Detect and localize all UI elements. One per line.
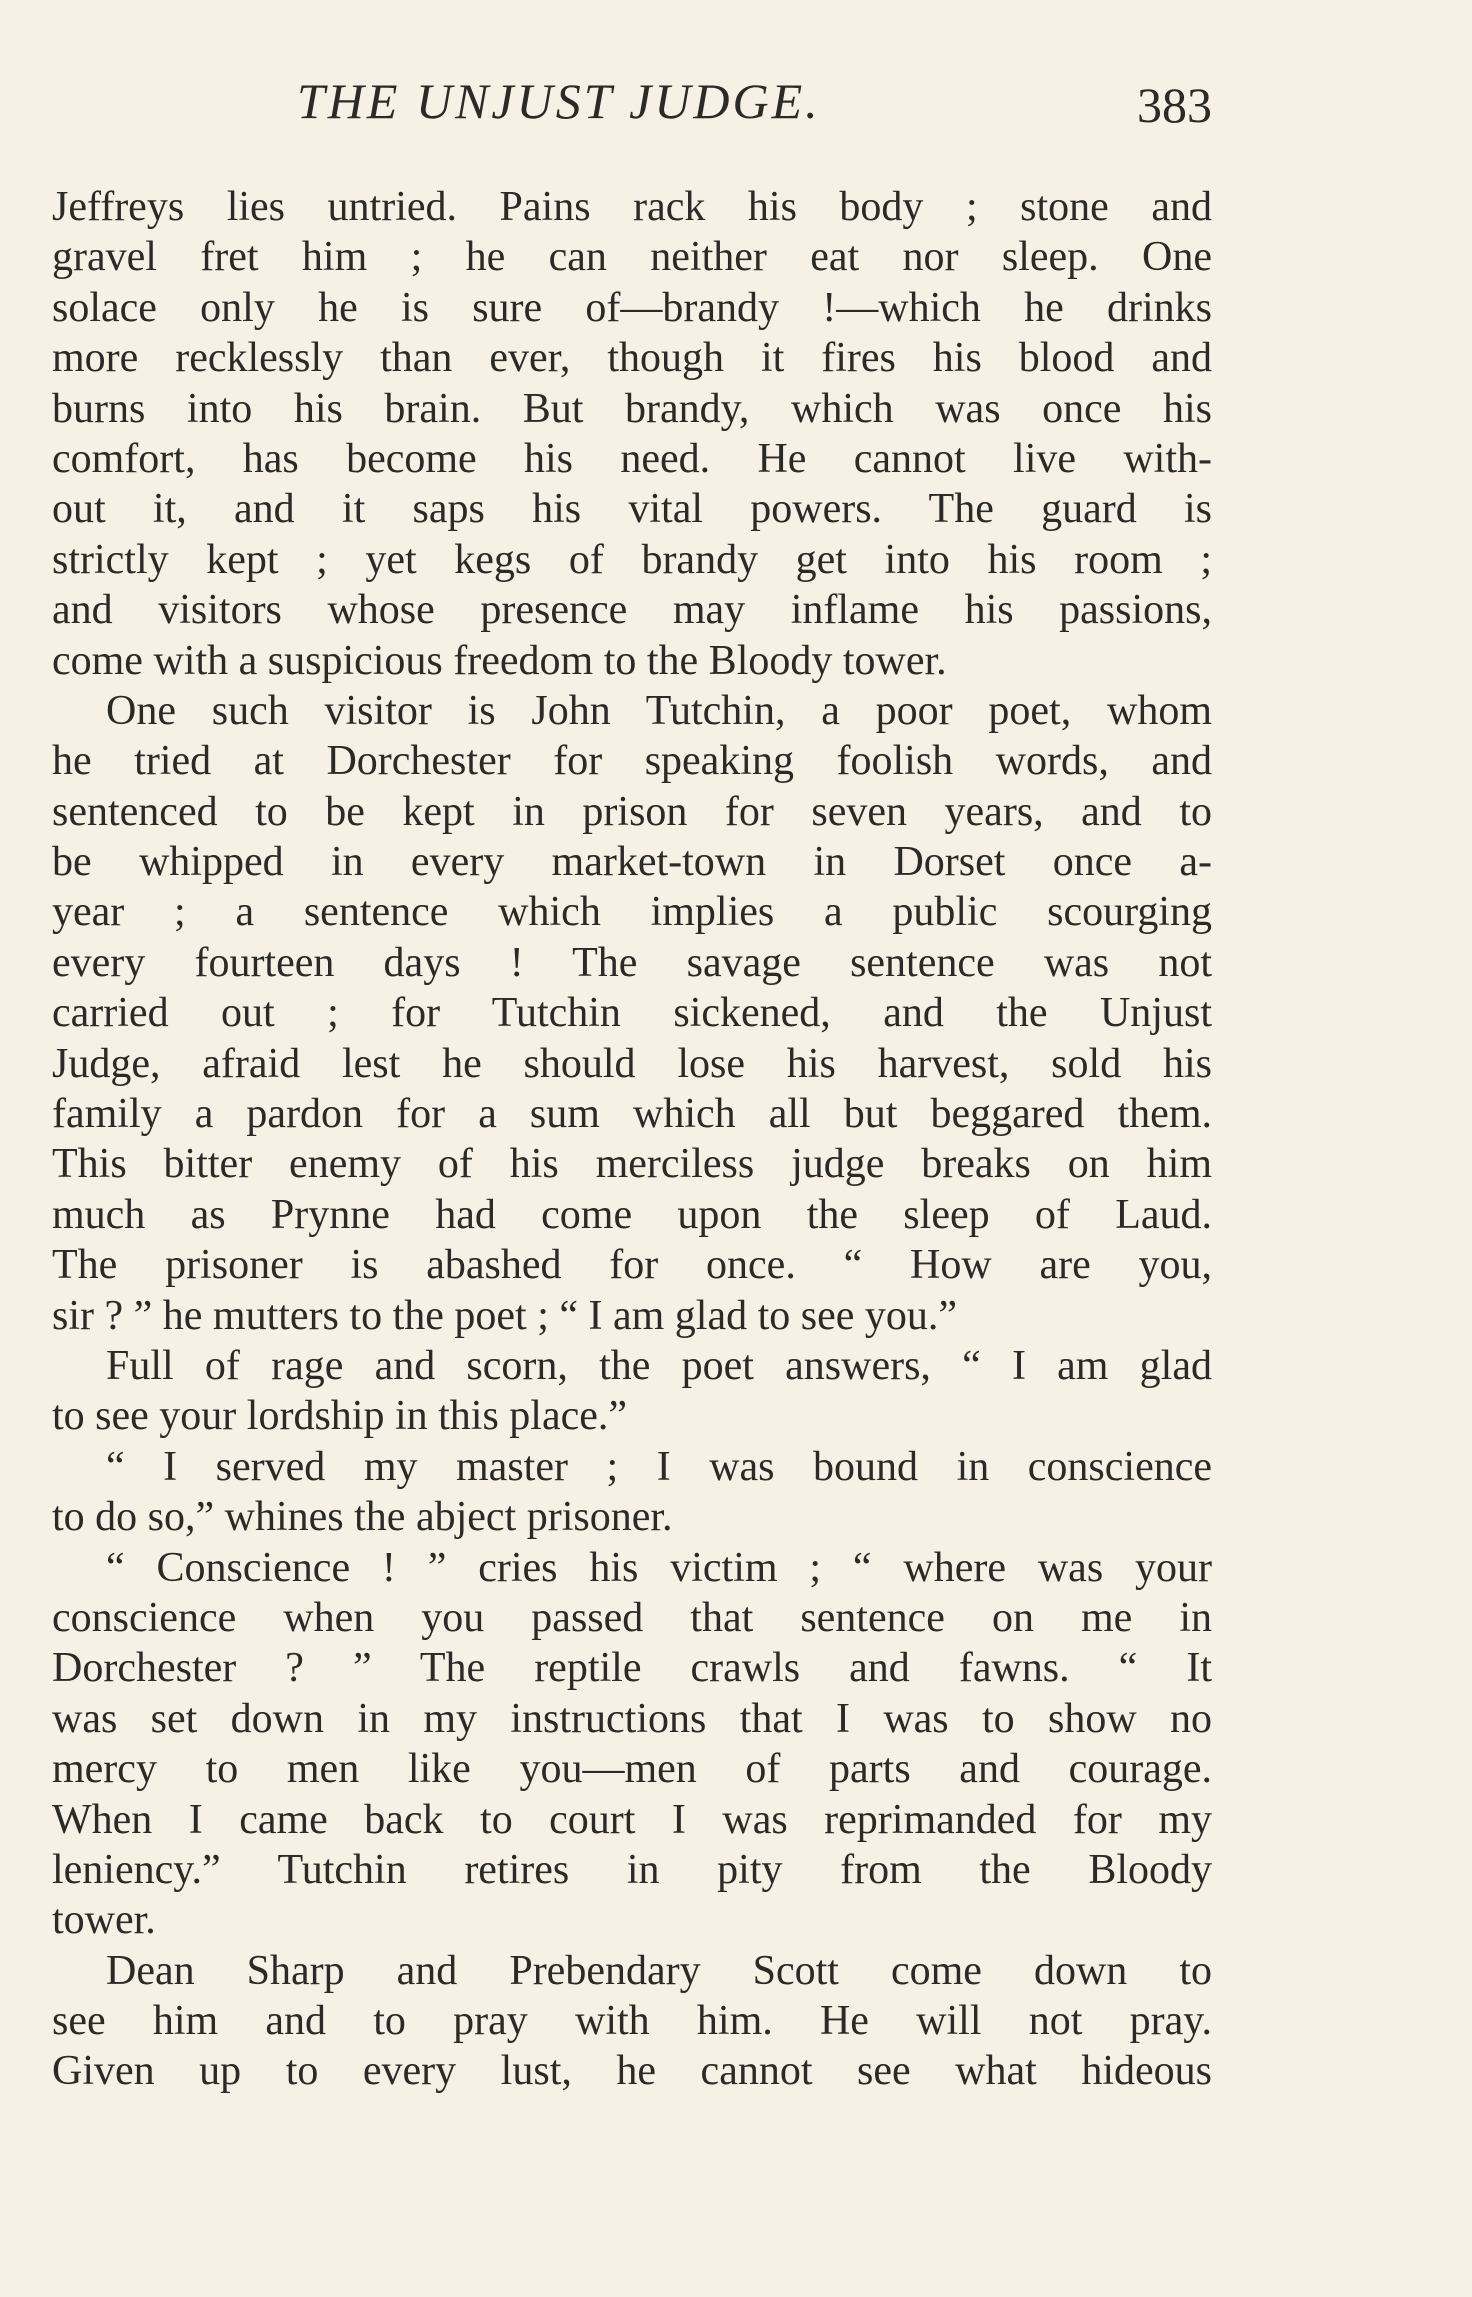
text-line: to see your lordship in this place.” [52, 1393, 628, 1440]
text-line: Jeffreys lies untried. Pains rack his body ; stone and [52, 184, 1212, 230]
text-line: Dorchester ? ” The reptile crawls and fawns. “ It [52, 1645, 1212, 1692]
text-line: year ; a sentence which implies a public scourging [52, 889, 1212, 936]
text-line: This bitter enemy of his merciless judge breaks on him [52, 1141, 1212, 1188]
text-line: be whipped in every market-town in Dorset once a- [52, 839, 1212, 886]
text-line: was set down in my instructions that I was to show no [52, 1695, 1212, 1742]
text-line: Full of rage and scorn, the poet answers, “ I am glad [106, 1342, 1212, 1389]
text-line: conscience when you passed that sentence on me in [52, 1594, 1212, 1641]
text-line: more recklessly than ever, though it fires his blood and [52, 335, 1212, 382]
text-line: Given up to every lust, he cannot see what hideous [52, 2048, 1212, 2095]
running-head [52, 72, 1212, 142]
text-line: every fourteen days ! The savage sentence was not [52, 939, 1212, 986]
text-line: sentenced to be kept in prison for seven years, and to [52, 788, 1212, 835]
text-line: comfort, has become his need. He cannot live with- [52, 435, 1212, 482]
text-line: Dean Sharp and Prebendary Scott come down to [106, 1947, 1212, 1994]
text-line: tower. [52, 1897, 156, 1944]
text-line: leniency.” Tutchin retires in pity from the Bloody [52, 1846, 1212, 1893]
text-line: When I came back to court I was reprimanded for my [52, 1796, 1212, 1843]
text-line: solace only he is sure of—brandy !—which he drinks [52, 284, 1212, 331]
text-line: much as Prynne had come upon the sleep of Laud. [52, 1191, 1212, 1238]
text-line: strictly kept ; yet kegs of brandy get into his room ; [52, 536, 1212, 583]
text-line: family a pardon for a sum which all but beggared them. [52, 1091, 1212, 1138]
running-title: THE UNJUST JUDGE. [297, 73, 821, 129]
text-line: burns into his brain. But brandy, which was once his [52, 385, 1212, 432]
text-line: see him and to pray with him. He will not pray. [52, 1998, 1212, 2045]
body-text [52, 182, 1212, 2097]
text-line: “ I served my master ; I was bound in conscience [106, 1443, 1212, 1490]
text-line: The prisoner is abashed for once. “ How are you, [52, 1242, 1212, 1289]
text-line: and visitors whose presence may inflame his passions, [52, 587, 1212, 634]
text-line: sir ? ” he mutters to the poet ; “ I am glad to see you.” [52, 1292, 958, 1339]
text-line: mercy to men like you—men of parts and courage. [52, 1746, 1212, 1793]
text-line: “ Conscience ! ” cries his victim ; “ where was your [106, 1544, 1212, 1591]
text-line: to do so,” whines the abject prisoner. [52, 1494, 673, 1541]
text-line: One such visitor is John Tutchin, a poor poet, whom [106, 687, 1212, 734]
text-line: he tried at Dorchester for speaking foolish words, and [52, 738, 1212, 785]
text-line: gravel fret him ; he can neither eat nor sleep. One [52, 234, 1212, 281]
text-line: carried out ; for Tutchin sickened, and the Unjust [52, 990, 1212, 1037]
text-line: come with a suspicious freedom to the Bloody tower. [52, 637, 947, 684]
text-line: Judge, afraid lest he should lose his harvest, sold his [52, 1040, 1212, 1087]
text-line: out it, and it saps his vital powers. The guard is [52, 486, 1212, 533]
page-number: 383 [1137, 77, 1212, 133]
